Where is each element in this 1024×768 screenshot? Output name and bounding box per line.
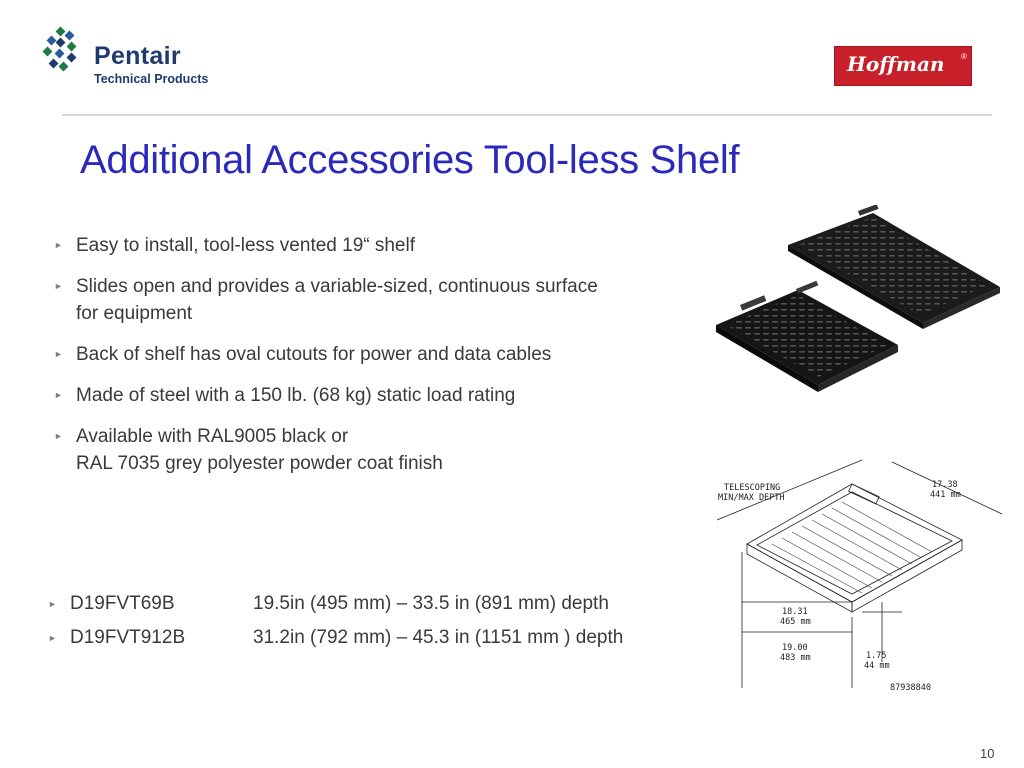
height-inches-label: 1.75 (866, 651, 887, 661)
depth-max-mm-label: 483 mm (780, 653, 811, 663)
depth-min-inches-label: 18.31 (782, 607, 808, 617)
bullet-text: Slides open and provides a variable-sized, continuous surface (76, 276, 598, 297)
shelf-dimension-drawing (702, 452, 1008, 700)
bullet-item (54, 273, 714, 327)
bullet-arrow-icon: ► (54, 281, 63, 291)
depth-min-mm-label: 465 mm (780, 617, 811, 627)
model-depth-spec: 31.2in (792 mm) – 45.3 in (1151 mm ) depth (253, 627, 624, 648)
hoffman-brand-name: Hoffman (847, 52, 945, 76)
bullet-text: Available with RAL9005 black or (76, 426, 349, 447)
pentair-brand-name: Pentair (94, 42, 181, 70)
bullet-arrow-icon: ► (54, 431, 63, 441)
width-inches-label: 17.38 (932, 480, 958, 490)
bullet-arrow-icon: ► (48, 633, 57, 643)
bullet-item (54, 341, 714, 368)
bullet-item (54, 382, 714, 409)
bullet-item (54, 232, 714, 259)
bullet-text: Made of steel with a 150 lb. (68 kg) static load rating (76, 385, 516, 406)
feature-bullet-list (54, 232, 714, 491)
bullet-arrow-icon: ► (48, 599, 57, 609)
bullet-arrow-icon: ► (54, 240, 63, 250)
hoffman-logo (834, 46, 972, 86)
model-depth-spec: 19.5in (495 mm) – 33.5 in (891 mm) depth (253, 593, 609, 614)
shelf-product-photo (708, 205, 1008, 395)
telescoping-label: TELESCOPING (724, 483, 781, 493)
model-list (48, 590, 708, 658)
pentair-subtitle: Technical Products (94, 72, 209, 86)
bullet-arrow-icon: ► (54, 390, 63, 400)
bullet-item (54, 423, 714, 477)
model-row (48, 590, 708, 624)
bullet-text: Easy to install, tool-less vented 19“ shelf (76, 235, 416, 256)
depth-max-inches-label: 19.00 (782, 643, 808, 653)
registered-mark: ® (961, 52, 967, 61)
slide-title: Additional Accessories Tool-less Shelf (80, 138, 740, 182)
height-mm-label: 44 mm (864, 661, 890, 671)
drawing-part-number: 87938840 (890, 683, 931, 693)
model-code: D19FVT912B (70, 627, 186, 648)
bullet-arrow-icon: ► (54, 349, 63, 359)
model-row (48, 624, 708, 658)
bullet-text: Back of shelf has oval cutouts for power and data cables (76, 344, 552, 365)
pentair-diamond-logo-icon (42, 26, 90, 78)
bullet-text-continued: RAL 7035 grey polyester powder coat finish (76, 453, 443, 474)
width-mm-label: 441 mm (930, 490, 961, 500)
pentair-logo (42, 26, 242, 86)
bullet-text-continued: for equipment (76, 303, 193, 324)
page-number: 10 (980, 746, 995, 761)
model-code: D19FVT69B (70, 593, 175, 614)
header-divider (62, 114, 992, 116)
min-max-depth-label: MIN/MAX DEPTH (718, 493, 785, 503)
